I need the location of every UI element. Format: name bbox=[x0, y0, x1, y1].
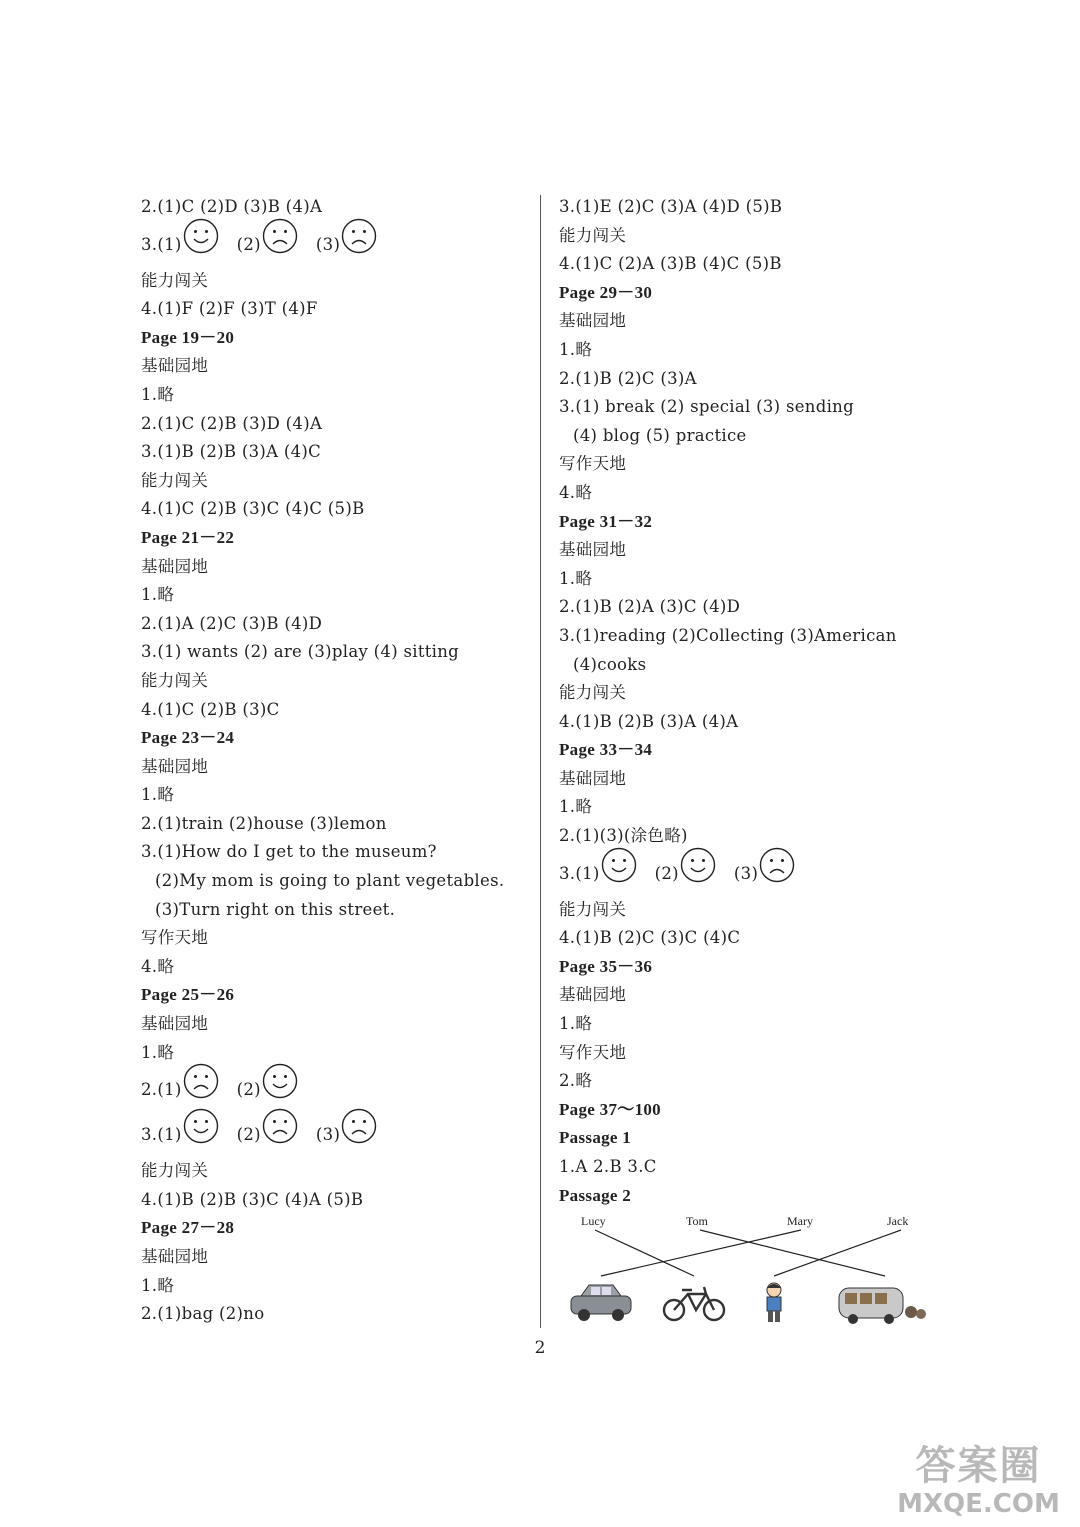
matching-lines bbox=[559, 1214, 939, 1339]
answer-line: 写作天地 bbox=[559, 454, 627, 474]
answer-line: 2.(1)C (2)D (3)B (4)A bbox=[141, 197, 323, 216]
sad-face-icon bbox=[261, 218, 298, 271]
answer-line: 4.(1)B (2)C (3)C (4)C bbox=[559, 928, 741, 948]
answer-line: 3.(1)E (2)C (3)A (4)D (5)B bbox=[559, 197, 783, 216]
answer-line: 基础园地 bbox=[559, 540, 627, 560]
page-number: 2 bbox=[534, 1338, 546, 1358]
answer-line: (4)cooks bbox=[573, 654, 647, 674]
answer-line: 1.略 bbox=[559, 1014, 593, 1034]
matching-line bbox=[601, 1230, 801, 1276]
question-number: 3. bbox=[141, 1125, 158, 1145]
answer-line: 能力闯关 bbox=[141, 470, 209, 490]
answer-line: 4.略 bbox=[559, 482, 593, 502]
answer-line: 2.(1)bag (2)no bbox=[141, 1304, 265, 1324]
bicycle-icon bbox=[664, 1287, 724, 1320]
face-item bbox=[575, 847, 636, 900]
answer-line: 能力闯关 bbox=[141, 1161, 209, 1181]
section-heading: Page 23－24 bbox=[141, 728, 235, 748]
answer-line: 1.略 bbox=[559, 568, 593, 588]
answer-line: 1.略 bbox=[141, 384, 175, 404]
face-item-label: (2) bbox=[654, 863, 679, 883]
answer-line: 4.(1)B (2)B (3)A (4)A bbox=[559, 711, 739, 731]
sad-face-icon bbox=[340, 218, 377, 271]
sad-face-icon bbox=[758, 847, 795, 900]
answer-line: 4.略 bbox=[141, 956, 175, 976]
column-divider bbox=[540, 195, 541, 1328]
right-answer-column bbox=[559, 193, 949, 1339]
answer-line: 基础园地 bbox=[141, 1247, 209, 1266]
answer-line: 4.(1)F (2)F (3)T (4)F bbox=[141, 299, 318, 319]
answer-line: 2.(1)C (2)B (3)D (4)A bbox=[141, 413, 323, 433]
answer-line: 1.略 bbox=[141, 785, 175, 805]
bus-icon bbox=[839, 1288, 926, 1324]
matching-diagram bbox=[559, 1214, 939, 1339]
face-item-label: (3) bbox=[315, 1125, 341, 1145]
answer-line: 1.略 bbox=[559, 797, 593, 817]
answer-line: 4.(1)C (2)A (3)B (4)C (5)B bbox=[559, 254, 782, 274]
section-heading: Page 21－22 bbox=[141, 527, 235, 547]
face-item bbox=[655, 847, 716, 900]
answer-line: 2.(1)B (2)C (3)A bbox=[559, 368, 697, 388]
answer-line: 1.略 bbox=[141, 1275, 175, 1295]
face-item-label: (1) bbox=[575, 863, 600, 883]
answer-line: 基础园地 bbox=[559, 768, 627, 788]
face-item-label: (1) bbox=[157, 234, 182, 254]
answer-line: 2.略 bbox=[559, 1071, 593, 1091]
smiley-face-icon bbox=[679, 847, 716, 900]
answer-line: 3.(1) wants (2) are (3)play (4) sitting bbox=[141, 642, 460, 662]
section-heading: Page 29－30 bbox=[559, 282, 653, 302]
answer-line: 能力闯关 bbox=[141, 270, 209, 290]
section-heading: Page 19－20 bbox=[141, 327, 235, 347]
matching-name-mary: Mary bbox=[787, 1214, 813, 1229]
face-item-label: (2) bbox=[236, 234, 261, 254]
face-item bbox=[157, 218, 218, 271]
answer-line: 4.(1)C (2)B (3)C (4)C (5)B bbox=[141, 499, 365, 519]
smiley-face-icon bbox=[600, 847, 637, 900]
answer-line: 1.A 2.B 3.C bbox=[559, 1157, 657, 1176]
answer-line: (2)My mom is going to plant vegetables. bbox=[155, 871, 505, 891]
face-item bbox=[316, 218, 377, 271]
face-item bbox=[157, 1108, 218, 1161]
section-heading: Page 33－34 bbox=[559, 740, 653, 760]
answer-line: 3.(1) break (2) special (3) sending bbox=[559, 397, 854, 417]
section-heading: Page 35－36 bbox=[559, 956, 653, 976]
section-heading: Page 31－32 bbox=[559, 511, 653, 531]
answer-line: 能力闯关 bbox=[559, 225, 627, 245]
left-answer-column bbox=[141, 193, 526, 1329]
matching-line bbox=[595, 1230, 694, 1276]
answer-line: 1.略 bbox=[559, 339, 593, 359]
sad-face-icon bbox=[261, 1108, 298, 1161]
answer-line: 写作天地 bbox=[559, 1042, 627, 1062]
car-icon bbox=[571, 1285, 631, 1321]
answer-line: 4.(1)B (2)B (3)C (4)A (5)B bbox=[141, 1189, 364, 1209]
face-item bbox=[316, 1108, 377, 1161]
face-answer-line bbox=[141, 1112, 526, 1157]
face-item-label: (2) bbox=[236, 1080, 261, 1100]
face-item bbox=[734, 847, 795, 900]
watermark-title: 答案圈 bbox=[915, 1442, 1042, 1489]
matching-name-tom: Tom bbox=[686, 1214, 708, 1229]
answer-line: (4) blog (5) practice bbox=[573, 425, 747, 445]
smiley-face-icon bbox=[182, 218, 219, 271]
face-item-label: (3) bbox=[315, 234, 341, 254]
face-item-label: (1) bbox=[157, 1080, 182, 1100]
answer-line: 2.(1)B (2)A (3)C (4)D bbox=[559, 597, 741, 617]
answer-line: 基础园地 bbox=[141, 756, 209, 776]
watermark-url: MXQE.COM bbox=[897, 1489, 1060, 1519]
section-heading: Page 25－26 bbox=[141, 985, 235, 1005]
answer-line: 基础园地 bbox=[559, 311, 627, 331]
section-heading: Page 27－28 bbox=[141, 1218, 235, 1238]
matching-name-jack: Jack bbox=[887, 1214, 909, 1229]
answer-line: 基础园地 bbox=[141, 356, 209, 376]
answer-line: 1.略 bbox=[141, 1042, 175, 1062]
section-heading: Passage 1 bbox=[559, 1128, 632, 1148]
face-answer-line bbox=[141, 1067, 526, 1112]
face-item bbox=[237, 218, 298, 271]
face-item bbox=[237, 1108, 298, 1161]
face-item-label: (3) bbox=[733, 863, 759, 883]
answer-line: 基础园地 bbox=[141, 1014, 209, 1034]
face-answer-line bbox=[141, 222, 526, 267]
answer-line: 3.(1)How do I get to the museum? bbox=[141, 842, 437, 862]
answer-line: 写作天地 bbox=[141, 928, 209, 948]
face-item-label: (1) bbox=[157, 1125, 182, 1145]
sad-face-icon bbox=[340, 1108, 377, 1161]
answer-line: 能力闯关 bbox=[559, 899, 627, 919]
answer-line: 能力闯关 bbox=[141, 670, 209, 690]
face-answer-line bbox=[559, 851, 949, 896]
answer-line: 基础园地 bbox=[141, 556, 209, 576]
walking-boy-icon bbox=[767, 1283, 781, 1322]
smiley-face-icon bbox=[182, 1108, 219, 1161]
answer-line: 2.(1)train (2)house (3)lemon bbox=[141, 813, 387, 833]
section-heading: Page 37～100 bbox=[559, 1099, 661, 1119]
watermark-logo bbox=[891, 1443, 1066, 1519]
answer-line: 2.(1)A (2)C (3)B (4)D bbox=[141, 613, 323, 633]
face-item-label: (2) bbox=[236, 1125, 261, 1145]
answer-line: 4.(1)C (2)B (3)C bbox=[141, 699, 280, 719]
section-heading: Passage 2 bbox=[559, 1185, 632, 1205]
question-number: 3. bbox=[141, 234, 158, 254]
question-number: 3. bbox=[559, 863, 576, 883]
answer-line: 3.(1)reading (2)Collecting (3)American bbox=[559, 625, 897, 645]
answer-line: (3)Turn right on this street. bbox=[155, 899, 396, 919]
answer-line: 能力闯关 bbox=[559, 683, 627, 703]
question-number: 2. bbox=[141, 1080, 158, 1100]
answer-line: 基础园地 bbox=[559, 985, 627, 1005]
matching-name-lucy: Lucy bbox=[581, 1214, 606, 1229]
answer-line: 3.(1)B (2)B (3)A (4)C bbox=[141, 442, 322, 462]
answer-line: 1.略 bbox=[141, 585, 175, 605]
answer-line: 2.(1)(3)(涂色略) bbox=[559, 826, 688, 846]
